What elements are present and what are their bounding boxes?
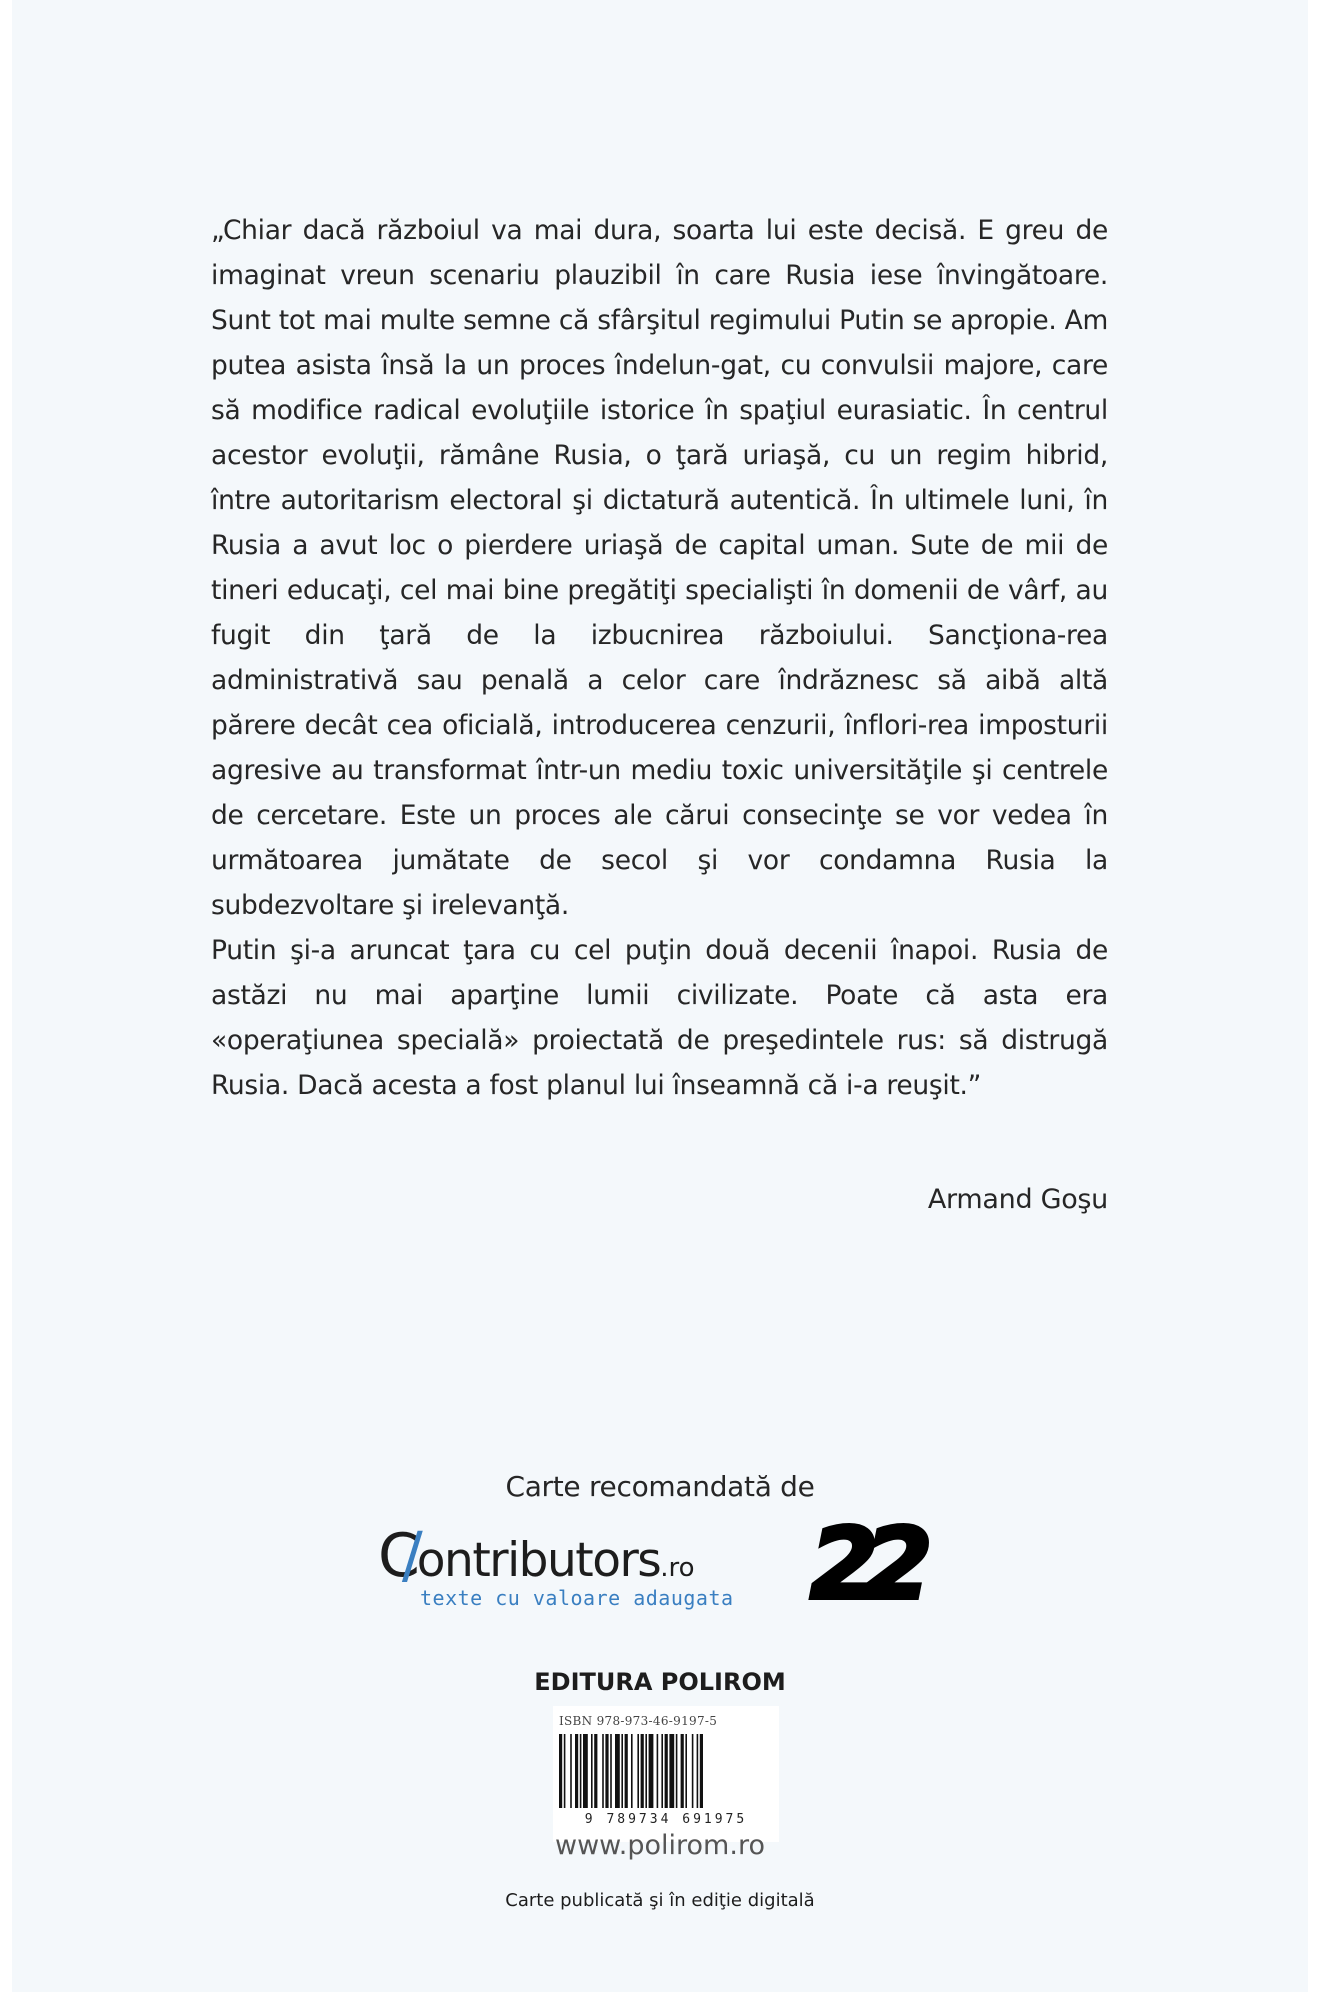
publisher-website: www.polirom.ro (555, 1830, 765, 1861)
contributors-logo (378, 1518, 738, 1618)
revista-22-logo (810, 1508, 942, 1622)
quote-paragraph-1: „Chiar dacă războiul va mai dura, soarta lui este decisă. E greu de imaginat vreun scenariu plauzibil în care Rusia iese învingătoare. Sunt tot mai multe semne că sfârşitul regimului Putin se apropie. Am putea asista însă la un proces îndelun-gat, cu convulsii majore, care să modifice radical evoluţiile istorice în spaţiul eurasiatic. În centrul acestor evoluţii, rămâne Rusia, o ţară uriaşă, cu un regim hibrid, între autoritarism electoral şi dictatură autentică. În ultimele luni, în Rusia a avut loc o pierdere uriaşă de capital uman. Sute de mii de tineri educaţi, cel mai bine pregătiţi specialişti în domenii de vârf, au fugit din ţară de la izbucnirea războiului. Sancţiona-rea administrativă sau penală a celor care îndrăznesc să aibă altă părere decât cea oficială, introducerea cenzurii, înflori-rea imposturii agresive au transformat într-un mediu toxic universităţile şi centrele de cercetare. Este un proces ale cărui consecinţe se vor vedea în următoarea jumătate de secol şi vor condamna Rusia la subdezvoltare şi irelevanţă. (211, 215, 1108, 921)
isbn-number: ISBN 978-973-46-9197-5 (559, 1714, 718, 1728)
contributors-logo-tagline: texte cu valoare adaugata (420, 1586, 734, 1610)
contributors-logo-tld: .ro (660, 1553, 695, 1583)
revista-22-logo-text: 22 (810, 1508, 919, 1622)
isbn-barcode (553, 1706, 779, 1842)
publisher-name: EDITURA POLIROM (534, 1668, 786, 1696)
digital-edition-note: Carte publicată şi în ediţie digitală (505, 1890, 815, 1911)
contributors-logo-slash: / (401, 1518, 417, 1591)
barcode-digits: 9 789734 691975 (584, 1812, 748, 1827)
recommended-by-label: Carte recomandată de (505, 1470, 815, 1503)
blurb-quote (211, 208, 1108, 1108)
quote-author: Armand Goşu (927, 1184, 1108, 1215)
contributors-logo-name: ontributors (416, 1533, 661, 1588)
barcode-bars (557, 1734, 775, 1810)
contributors-logo-wordmark (378, 1518, 695, 1591)
contributors-logo-c: C (378, 1521, 402, 1591)
quote-paragraph-2: Putin şi-a aruncat ţara cu cel puţin două decenii înapoi. Rusia de astăzi nu mai aparţine lumii civilizate. Poate că asta era «operaţiunea specială» proiectată de preşedintele rus: să distrugă Rusia. Dacă acesta a fost planul lui înseamnă că i-a reuşit.” (211, 935, 1108, 1101)
